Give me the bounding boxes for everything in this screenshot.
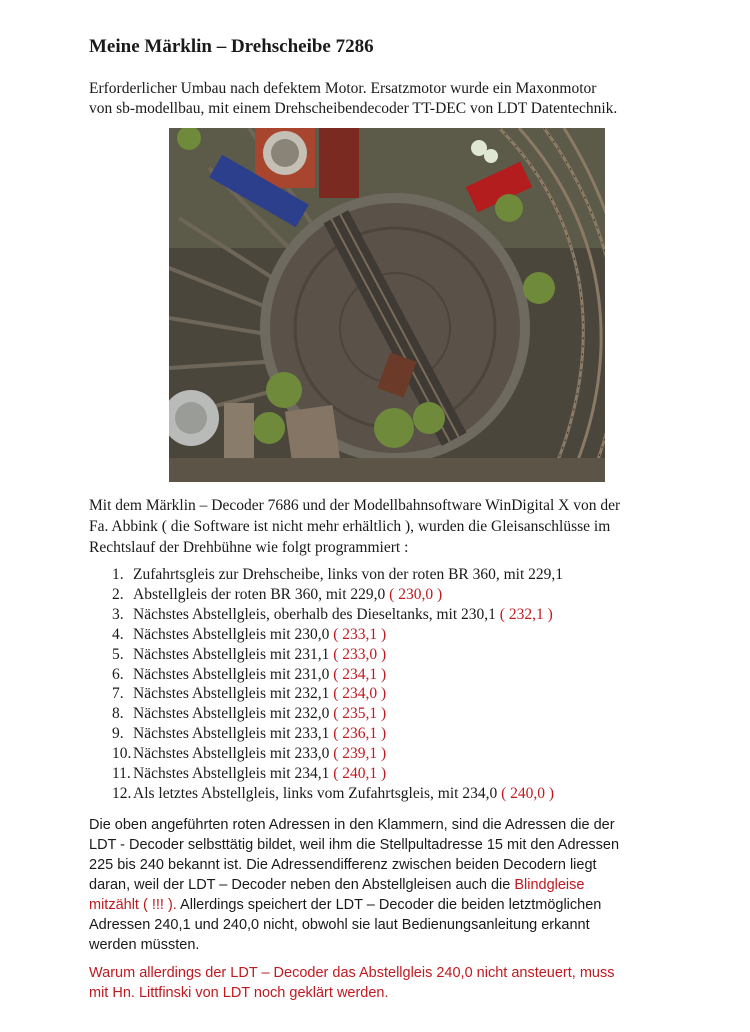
intro-line-1: Erforderlicher Umbau nach defektem Motor. Ersatzmotor wurde ein Maxonmotor [89,80,597,97]
list-item: 4. Nächstes Abstellgleis mit 230,0 ( 233,1 ) [112,625,387,643]
para2-line-7: werden müssten. [89,937,200,953]
list-item: 8. Nächstes Abstellgleis mit 232,0 ( 235,1 ) [112,705,387,723]
turntable-illustration [169,128,605,482]
list-item: 3. Nächstes Abstellgleis, oberhalb des Dieseltanks, mit 230,1 ( 232,1 ) [112,605,553,623]
explanation-paragraph [89,815,729,955]
blindgleise-highlight: Blindgleise [514,877,585,893]
para3-line-2: mit Hn. Littfinski von LDT noch geklärt werden. [89,985,389,1001]
para2-line-2: LDT - Decoder selbsttätig bildet, weil ihm die Stellpultadresse 15 mit den Adressen [89,837,620,853]
para1-line-1: Mit dem Märklin – Decoder 7686 und der Modellbahnsoftware WinDigital X von der [89,497,621,514]
address-list [112,565,563,804]
list-item: 11. Nächstes Abstellgleis mit 234,1 ( 240,1 ) [112,765,387,783]
open-question-paragraph [89,963,729,1003]
turntable-photo [169,128,605,482]
para2-line-4: daran, weil der LDT – Decoder neben den Abstellgleisen auch die Blindgleise [89,877,585,893]
intro-paragraph [89,79,709,119]
intro-line-2: von sb-modellbau, mit einem Drehscheibendecoder TT-DEC von LDT Datentechnik. [89,100,618,117]
para3-line-1: Warum allerdings der LDT – Decoder das Abstellgleis 240,0 nicht ansteuert, muss [89,965,615,981]
para2-line-6: Adressen 240,1 und 240,0 nicht, obwohl sie laut Bedienungsanleitung erkannt [89,917,590,933]
para2-line-1: Die oben angeführten roten Adressen in den Klammern, sind die Adressen die der [89,817,615,833]
programming-paragraph [89,495,709,558]
list-item: 5. Nächstes Abstellgleis mit 231,1 ( 233,0 ) [112,645,387,663]
list-item: 2. Abstellgleis der roten BR 360, mit 229,0 ( 230,0 ) [112,585,443,603]
list-item: 10. Nächstes Abstellgleis mit 233,0 ( 239,1 ) [112,745,387,763]
mitzaehlt-highlight: mitzählt ( !!! ). [89,897,177,913]
para2-line-5: mitzählt ( !!! ). Allerdings speichert der LDT – Decoder die beiden letztmöglichen [89,897,602,913]
list-item: 1. Zufahrtsgleis zur Drehscheibe, links von der roten BR 360, mit 229,1 [112,566,564,583]
para1-line-2: Fa. Abbink ( die Software ist nicht mehr erhältlich ), wurden die Gleisanschlüsse im [89,518,611,535]
list-item: 12. Als letztes Abstellgleis, links vom Zufahrtsgleis, mit 234,0 ( 240,0 ) [112,784,555,802]
page-title: Meine Märklin – Drehscheibe 7286 [89,36,374,57]
list-item: 6. Nächstes Abstellgleis mit 231,0 ( 234,1 ) [112,665,387,683]
para2-line-3: 225 bis 240 bekannt ist. Die Adressendifferenz zwischen beiden Decodern liegt [89,857,597,873]
list-item: 7. Nächstes Abstellgleis mit 232,1 ( 234,0 ) [112,685,387,703]
para1-line-3: Rechtslauf der Drehbühne wie folgt programmiert : [89,539,409,556]
list-item: 9. Nächstes Abstellgleis mit 233,1 ( 236,1 ) [112,725,387,743]
